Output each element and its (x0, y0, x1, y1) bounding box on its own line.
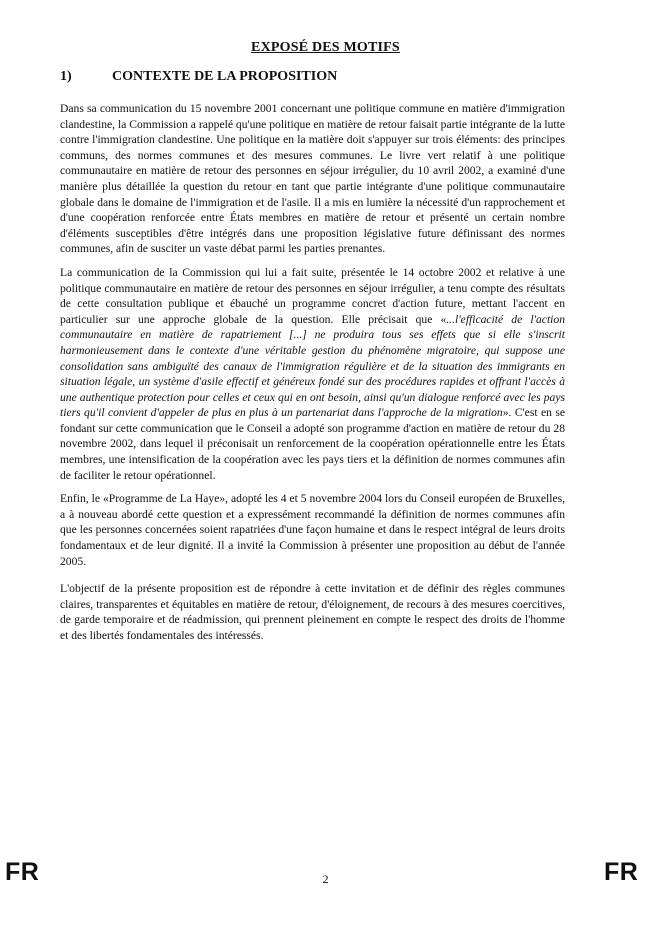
paragraph-2-quote: ...l'efficacité de l'action communautaire en matière de rapatriement [...] ne produira tous ses effets que si elle s'inscrit harmonieusement dans le contexte d'une véritable gestion du phénomène migratoire, qui suppose une consolidation sans ambiguïté des canaux de l'immigration régulière et de la situation des immigrants en situation légale, un système d'asile effectif et généreux fondé sur des procédures rapides et offrant l'accès à une authentique protection pour celles et ceux qui en ont besoin, ainsi qu'un dialogue renforcé avec les pays tiers qu'il convient d'appeler de plus en plus à un partenariat dans l'approche de la migration (60, 312, 565, 420)
paragraph-2-conclusion: ». C'est en se fondant sur cette communication que le Conseil a adopté son programme d'action en matière de retour du 28 novembre 2002, dans lequel il préconisait un renforcement de la coopération opérationnelle entre les États membres, une intensification de la coopération avec les pays tiers et la définition de normes communes afin de faciliter le retour opérationnel. (60, 406, 565, 482)
paragraph-4: L'objectif de la présente proposition est de répondre à cette invitation et de définir des règles communes claires, transparentes et équitables en matière de retour, d'éloignement, de recours à des mesures coercitives, de garde temporaire et de réadmission, qui prennent pleinement en compte le respect des droits de l'homme et des libertés fondamentales des intéressés. (60, 582, 565, 642)
language-code-right: FR (604, 858, 639, 886)
paragraph-2 (60, 265, 565, 483)
page-number: 2 (322, 872, 329, 886)
paragraph-2-intro: La communication de la Commission qui lui a fait suite, présentée le 14 octobre 2002 et relative à une politique communautaire en matière de retour des personnes en séjour irrégulier, a tenu compte des résultats de cette consultation publique et ébauché un programme concret d'action future, mettant l'accent en particulier sur une approche globale de la question. Elle précisait que « (60, 265, 565, 326)
paragraph-1: Dans sa communication du 15 novembre 2001 concernant une politique commune en matière d'immigration clandestine, la Commission a rappelé qu'une politique en matière de retour faisait partie intégrante de la lutte contre l'immigration clandestine. Une politique en la matière doit s'appuyer sur trois éléments: des principes communs, des normes communes et des mesures communes. Le livre vert relatif à une politique communautaire en matière de retour des personnes en séjour irrégulier, du 10 avril 2002, a examiné d'une manière plus détaillée la question du retour en tant que partie intégrante d'une politique communautaire globale dans le domaine de l'immigration et de l'asile. Il a mis en lumière la nécessité d'un rapprochement et d'une coopération renforcée entre États membres en matière de retour et présenté un certain nombre d'éléments susceptibles d'être intégrés dans une proposition législative future définissant des normes communes, afin de susciter un vaste débat parmi les parties prenantes. (60, 102, 565, 256)
language-code-left: FR (5, 858, 40, 886)
section-number: 1) (60, 69, 72, 84)
paragraph-3: Enfin, le «Programme de La Haye», adopté les 4 et 5 novembre 2004 lors du Conseil européen de Bruxelles, a à nouveau abordé cette question et a expressément recommandé la définition de normes communes afin que les personnes concernées soient rapatriées d'une façon humaine et dans le respect intégral de leurs droits fondamentaux et de leur dignité. Il a invité la Commission à présenter une proposition au début de l'année 2005. (60, 492, 565, 568)
section-heading-text: CONTEXTE DE LA PROPOSITION (112, 69, 338, 84)
section-heading (60, 69, 580, 85)
document-title: EXPOSÉ DES MOTIFS (251, 40, 400, 55)
document-body (60, 101, 565, 652)
